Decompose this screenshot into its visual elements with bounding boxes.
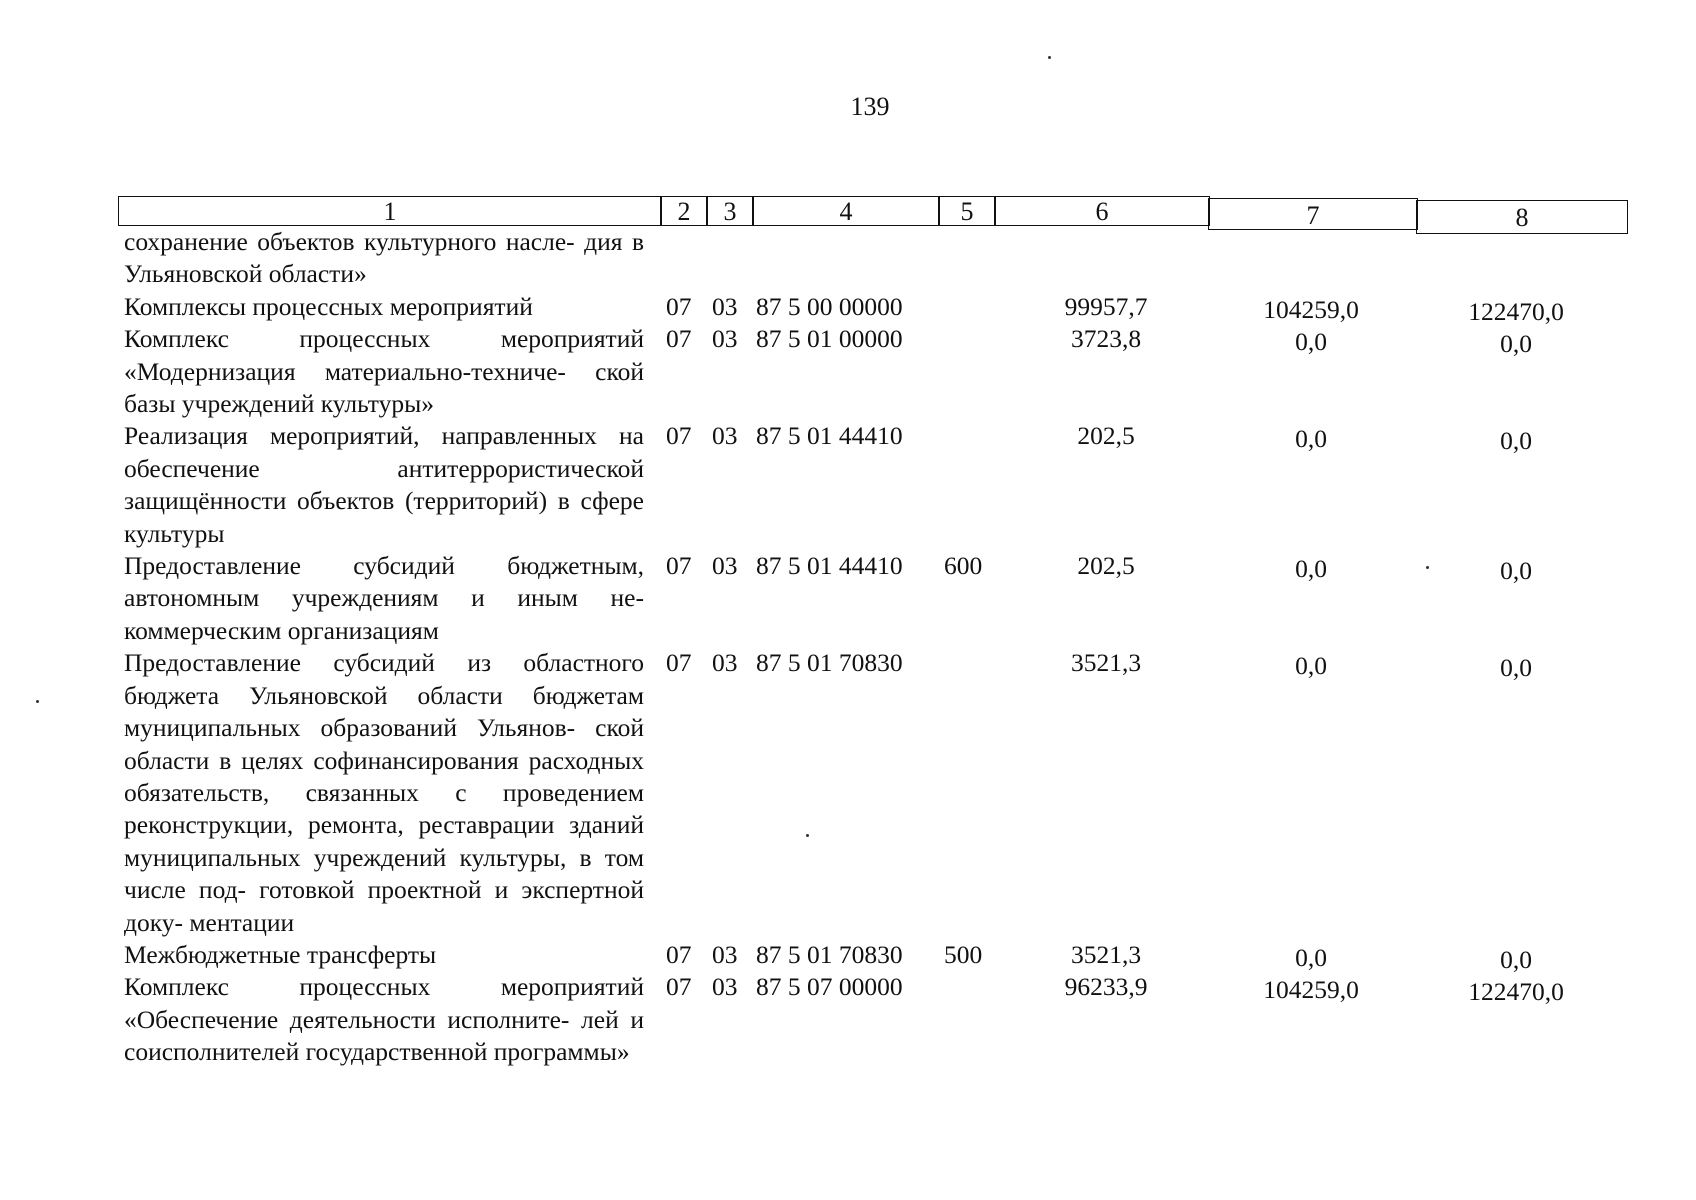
row-amount-col8: 0,0	[1500, 944, 1532, 974]
row-subsection: 03	[712, 551, 738, 581]
row-expense-type: 500	[944, 939, 983, 969]
row-section: 07	[666, 648, 692, 678]
row-target-code: 87 5 07 00000	[756, 972, 903, 1002]
row-name: Предоставление субсидий из областного бюджета Ульяновской области бюджетам муниципальных образований Ульянов- ской области в целях софинансирования расходных обязательств, связанных с проведением реконструкции, ремонта, реставрации зданий муниципальных учреждений культуры, в том числе под- готовкой проектной и экспертной доку- ментации	[124, 648, 644, 937]
row-amount-col7: 104259,0	[1263, 975, 1359, 1005]
row-name: Реализация мероприятий, направленных на обеспечение антитеррористической защищённости объектов (территорий) в сфере культуры	[124, 421, 644, 548]
row-amount-col8: 0,0	[1500, 556, 1532, 586]
row-target-code: 87 5 00 00000	[756, 291, 903, 321]
page-number: 139	[850, 92, 890, 121]
row-amount-col7: 104259,0	[1263, 294, 1359, 324]
table-row	[0, 647, 1696, 939]
header-col-6: 6	[994, 196, 1210, 226]
row-subsection: 03	[712, 421, 738, 451]
table-header-row	[118, 196, 1628, 232]
row-amount-col7: 0,0	[1295, 942, 1327, 972]
row-target-code: 87 5 01 44410	[756, 421, 903, 451]
row-subsection: 03	[712, 972, 738, 1002]
row-subsection: 03	[712, 291, 738, 321]
scan-speck	[1426, 566, 1429, 569]
table-row	[0, 420, 1696, 550]
row-name: Комплекс процессных мероприятий «Обеспечение деятельности исполните- лей и соисполнителей государственной программы»	[124, 972, 644, 1067]
row-amount-col7: 0,0	[1295, 554, 1327, 584]
row-amount-col6: 3521,3	[1070, 648, 1142, 678]
header-col-7-label: 7	[1306, 201, 1320, 230]
row-amount-col8: 122470,0	[1468, 977, 1564, 1007]
header-col-4: 4	[752, 196, 940, 226]
scan-speck	[1048, 56, 1051, 59]
row-expense-type: 600	[944, 551, 983, 581]
header-col-8-label: 8	[1515, 203, 1529, 232]
row-amount-col7: 0,0	[1295, 327, 1327, 357]
scan-speck	[36, 700, 39, 703]
row-subsection: 03	[712, 324, 738, 354]
scan-speck	[806, 834, 809, 837]
header-col-3: 3	[706, 196, 754, 226]
row-name: сохранение объектов культурного насле- дия в Ульяновской области»	[124, 227, 644, 289]
row-target-code: 87 5 01 70830	[756, 939, 903, 969]
row-name: Комплексы процессных мероприятий	[124, 291, 533, 321]
row-target-code: 87 5 01 44410	[756, 551, 903, 581]
row-amount-col6: 3723,8	[1070, 324, 1142, 354]
row-amount-col6: 202,5	[1077, 551, 1135, 581]
table-row	[0, 939, 1696, 974]
row-target-code: 87 5 01 00000	[756, 324, 903, 354]
row-name: Предоставление субсидий бюджетным, автономным учреждениям и иным не- коммерческим организациям	[124, 551, 644, 645]
row-section: 07	[666, 972, 692, 1002]
row-section: 07	[666, 551, 692, 581]
row-amount-col6: 96233,9	[1064, 972, 1148, 1002]
row-amount-col6: 3521,3	[1070, 939, 1142, 969]
row-amount-col7: 0,0	[1295, 651, 1327, 681]
row-section: 07	[666, 291, 692, 321]
header-col-2: 2	[660, 196, 708, 226]
row-amount-col6: 202,5	[1077, 421, 1135, 451]
row-name: Межбюджетные трансферты	[124, 939, 437, 969]
table-row	[0, 291, 1696, 326]
row-section: 07	[666, 421, 692, 451]
row-section: 07	[666, 324, 692, 354]
table-row	[0, 550, 1696, 647]
header-col-5: 5	[938, 196, 996, 226]
row-subsection: 03	[712, 648, 738, 678]
table-row	[0, 226, 1696, 291]
row-amount-col8: 0,0	[1500, 329, 1532, 359]
row-amount-col8: 0,0	[1500, 426, 1532, 456]
row-amount-col7: 0,0	[1295, 424, 1327, 454]
row-amount-col8: 0,0	[1500, 653, 1532, 683]
table-body	[0, 226, 1696, 1069]
row-subsection: 03	[712, 939, 738, 969]
table-row	[0, 323, 1696, 420]
row-name: Комплекс процессных мероприятий «Модернизация материально-техниче- ской базы учреждений культуры»	[124, 324, 644, 419]
header-col-1: 1	[118, 196, 662, 226]
table-row	[0, 971, 1696, 1068]
row-amount-col8: 122470,0	[1468, 296, 1564, 326]
row-target-code: 87 5 01 70830	[756, 648, 903, 678]
row-section: 07	[666, 939, 692, 969]
row-amount-col6: 99957,7	[1064, 291, 1148, 321]
